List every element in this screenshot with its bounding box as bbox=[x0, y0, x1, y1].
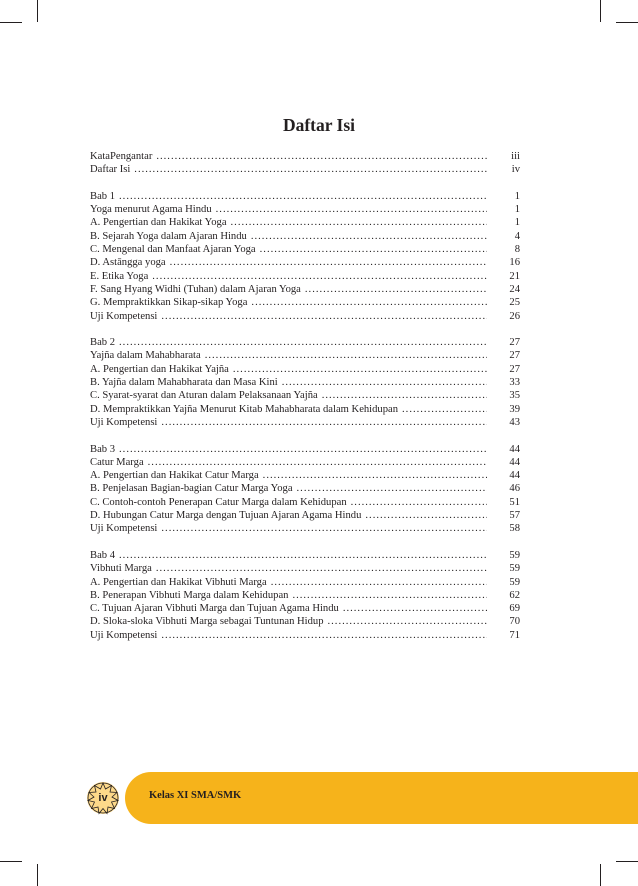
toc-entry-page: 70 bbox=[509, 616, 520, 628]
toc-entry-page: 59 bbox=[509, 549, 520, 561]
toc-leader-dots bbox=[161, 629, 487, 642]
toc-entry-page: 62 bbox=[509, 589, 520, 601]
toc-entry bbox=[90, 443, 520, 456]
crop-mark-bottom-right-h bbox=[616, 861, 638, 862]
toc-entry-title: B. Penjelasan Bagian-bagian Catur Marga Yoga bbox=[90, 483, 293, 495]
toc-entry-title: Uji Kompetensi bbox=[90, 629, 158, 641]
toc-entry-title: G. Mempraktikkan Sikap-sikap Yoga bbox=[90, 297, 248, 309]
toc-entry bbox=[90, 602, 520, 615]
toc-entry-page: 44 bbox=[509, 443, 520, 455]
toc-entry-page: 1 bbox=[514, 217, 520, 229]
toc-entry-title: A. Pengertian dan Hakikat Yajña bbox=[90, 363, 229, 375]
toc-entry bbox=[90, 469, 520, 482]
toc-entry-page: 35 bbox=[509, 390, 520, 402]
toc-entry-title: Bab 4 bbox=[90, 549, 116, 561]
crop-mark-top-left-v bbox=[37, 0, 38, 22]
toc-entry-title: B. Sejarah Yoga dalam Ajaran Hindu bbox=[90, 230, 247, 242]
toc-leader-dots bbox=[161, 416, 487, 429]
toc-entry-page: 57 bbox=[509, 510, 520, 522]
toc-entry-title: Yoga menurut Agama Hindu bbox=[90, 204, 212, 216]
toc-entry-title: Uji Kompetensi bbox=[90, 523, 158, 535]
page-number: iv bbox=[98, 792, 108, 804]
toc-leader-dots bbox=[328, 615, 488, 628]
toc-entry bbox=[90, 629, 520, 642]
toc-entry-title: D. Hubungan Catur Marga dengan Tujuan Ajaran Agama Hindu bbox=[90, 510, 362, 522]
toc-entry bbox=[90, 163, 520, 176]
toc-entry bbox=[90, 283, 520, 296]
toc-leader-dots bbox=[343, 602, 487, 615]
toc-entry-title: Bab 3 bbox=[90, 443, 116, 455]
toc-entry bbox=[90, 576, 520, 589]
toc-entry-page: 21 bbox=[509, 270, 520, 282]
toc-leader-dots bbox=[365, 509, 487, 522]
toc-entry-title: Bab 2 bbox=[90, 337, 116, 349]
toc-entry bbox=[90, 203, 520, 216]
toc-entry bbox=[90, 310, 520, 323]
toc-leader-dots bbox=[156, 562, 487, 575]
toc-entry-title: D. Sloka-sloka Vibhuti Marga sebagai Tuntunan Hidup bbox=[90, 616, 324, 628]
toc-spacer bbox=[90, 536, 520, 549]
toc-entry-title: A. Pengertian dan Hakikat Vibhuti Marga bbox=[90, 576, 267, 588]
toc-entry-title: B. Yajña dalam Mahabharata dan Masa Kini bbox=[90, 377, 278, 389]
toc-entry-title: B. Penerapan Vibhuti Marga dalam Kehidupan bbox=[90, 589, 289, 601]
toc-leader-dots bbox=[119, 190, 487, 203]
toc-leader-dots bbox=[148, 456, 487, 469]
toc-entry-page: iv bbox=[511, 164, 520, 176]
toc-entry-page: 59 bbox=[509, 563, 520, 575]
toc-entry-page: 27 bbox=[509, 350, 520, 362]
toc-spacer bbox=[90, 177, 520, 190]
toc-spacer bbox=[90, 323, 520, 336]
toc-leader-dots bbox=[271, 576, 487, 589]
toc-leader-dots bbox=[119, 549, 487, 562]
toc-entry-title: E. Etika Yoga bbox=[90, 270, 149, 282]
toc-leader-dots bbox=[161, 522, 487, 535]
toc-leader-dots bbox=[251, 296, 487, 309]
toc-leader-dots bbox=[322, 389, 487, 402]
page-title: Daftar Isi bbox=[282, 115, 356, 135]
toc-entry bbox=[90, 256, 520, 269]
toc-entry-page: 4 bbox=[514, 230, 520, 242]
toc-entry bbox=[90, 456, 520, 469]
toc-entry-title: D. Astāngga yoga bbox=[90, 257, 166, 269]
toc-entry-page: 69 bbox=[509, 603, 520, 615]
toc-entry bbox=[90, 615, 520, 628]
toc-leader-dots bbox=[152, 270, 487, 283]
crop-mark-top-right-h bbox=[616, 22, 638, 23]
toc-entry bbox=[90, 296, 520, 309]
toc-entry bbox=[90, 230, 520, 243]
toc-entry-title: Catur Marga bbox=[90, 456, 144, 468]
toc-entry-page: 58 bbox=[509, 523, 520, 535]
toc-leader-dots bbox=[297, 482, 487, 495]
toc-leader-dots bbox=[305, 283, 487, 296]
toc-entry bbox=[90, 336, 520, 349]
toc-leader-dots bbox=[233, 363, 487, 376]
toc-entry bbox=[90, 376, 520, 389]
crop-mark-top-left-h bbox=[0, 22, 22, 23]
toc-entry-title: C. Mengenal dan Manfaat Ajaran Yoga bbox=[90, 244, 256, 256]
toc-entry-title: Vibhuti Marga bbox=[90, 563, 152, 575]
toc-entry-page: 27 bbox=[509, 363, 520, 375]
toc-entry bbox=[90, 349, 520, 362]
toc-leader-dots bbox=[216, 203, 487, 216]
toc-leader-dots bbox=[351, 496, 487, 509]
toc-entry bbox=[90, 243, 520, 256]
crop-mark-bottom-left-v bbox=[37, 864, 38, 886]
toc-leader-dots bbox=[251, 230, 487, 243]
toc-entry-title: C. Syarat-syarat dan Aturan dalam Pelaksanaan Yajña bbox=[90, 390, 318, 402]
toc-entry-page: 24 bbox=[509, 283, 520, 295]
toc-entry bbox=[90, 363, 520, 376]
crop-mark-bottom-right-v bbox=[600, 864, 601, 886]
toc-entry-page: 43 bbox=[509, 416, 520, 428]
toc-entry bbox=[90, 403, 520, 416]
toc-leader-dots bbox=[170, 256, 487, 269]
footer-label: Kelas XI SMA/SMK bbox=[149, 790, 242, 801]
toc-leader-dots bbox=[260, 243, 487, 256]
toc-entry bbox=[90, 216, 520, 229]
toc-leader-dots bbox=[119, 443, 487, 456]
toc-leader-dots bbox=[282, 376, 487, 389]
toc-leader-dots bbox=[161, 310, 487, 323]
toc-entry-title: D. Mempraktikkan Yajña Menurut Kitab Mahabharata dalam Kehidupan bbox=[90, 403, 399, 415]
toc-entry-page: 39 bbox=[509, 403, 520, 415]
toc-entry-page: 26 bbox=[509, 310, 520, 322]
toc-entry-title: C. Tujuan Ajaran Vibhuti Marga dan Tujuan Agama Hindu bbox=[90, 603, 339, 615]
toc-leader-dots bbox=[263, 469, 487, 482]
toc-leader-dots bbox=[402, 403, 487, 416]
table-of-contents bbox=[90, 150, 520, 642]
toc-leader-dots bbox=[134, 163, 487, 176]
toc-entry-title: A. Pengertian dan Hakikat Yoga bbox=[90, 217, 227, 229]
toc-leader-dots bbox=[292, 589, 487, 602]
toc-entry-page: 33 bbox=[509, 377, 520, 389]
toc-entry-page: 1 bbox=[514, 204, 520, 216]
toc-entry bbox=[90, 482, 520, 495]
toc-entry-page: 1 bbox=[514, 190, 520, 202]
toc-entry-page: 71 bbox=[509, 629, 520, 641]
toc-entry bbox=[90, 522, 520, 535]
toc-entry-page: 44 bbox=[509, 470, 520, 482]
toc-entry bbox=[90, 190, 520, 203]
toc-entry bbox=[90, 549, 520, 562]
toc-entry-page: iii bbox=[511, 151, 520, 162]
toc-entry bbox=[90, 150, 520, 163]
toc-entry-title: Bab 1 bbox=[90, 190, 116, 202]
toc-entry-page: 25 bbox=[509, 297, 520, 309]
toc-entry-title: Daftar Isi bbox=[90, 164, 131, 176]
toc-entry bbox=[90, 270, 520, 283]
toc-entry-page: 59 bbox=[509, 576, 520, 588]
toc-entry-title: F. Sang Hyang Widhi (Tuhan) dalam Ajaran Yoga bbox=[90, 283, 301, 295]
toc-entry-title: Yajña dalam Mahabharata bbox=[90, 350, 201, 362]
crop-mark-bottom-left-h bbox=[0, 861, 22, 862]
toc-entry-page: 27 bbox=[509, 337, 520, 349]
toc-entry-title: KataPengantar bbox=[90, 151, 153, 162]
toc-entry bbox=[90, 589, 520, 602]
toc-entry-page: 16 bbox=[509, 257, 520, 269]
toc-entry bbox=[90, 509, 520, 522]
toc-entry bbox=[90, 389, 520, 402]
toc-entry-page: 51 bbox=[509, 496, 520, 508]
toc-leader-dots bbox=[205, 349, 487, 362]
toc-entry-title: Uji Kompetensi bbox=[90, 310, 158, 322]
crop-mark-top-right-v bbox=[600, 0, 601, 22]
toc-entry bbox=[90, 496, 520, 509]
toc-entry bbox=[90, 416, 520, 429]
toc-entry-page: 8 bbox=[514, 244, 520, 256]
toc-leader-dots bbox=[231, 216, 487, 229]
toc-entry-title: A. Pengertian dan Hakikat Catur Marga bbox=[90, 470, 259, 482]
toc-entry-title: Uji Kompetensi bbox=[90, 416, 158, 428]
toc-entry-title: C. Contoh-contoh Penerapan Catur Marga dalam Kehidupan bbox=[90, 496, 347, 508]
toc-entry bbox=[90, 562, 520, 575]
toc-entry-page: 46 bbox=[509, 483, 520, 495]
toc-leader-dots bbox=[119, 336, 487, 349]
toc-leader-dots bbox=[156, 150, 487, 163]
toc-spacer bbox=[90, 429, 520, 442]
toc-entry-page: 44 bbox=[509, 456, 520, 468]
